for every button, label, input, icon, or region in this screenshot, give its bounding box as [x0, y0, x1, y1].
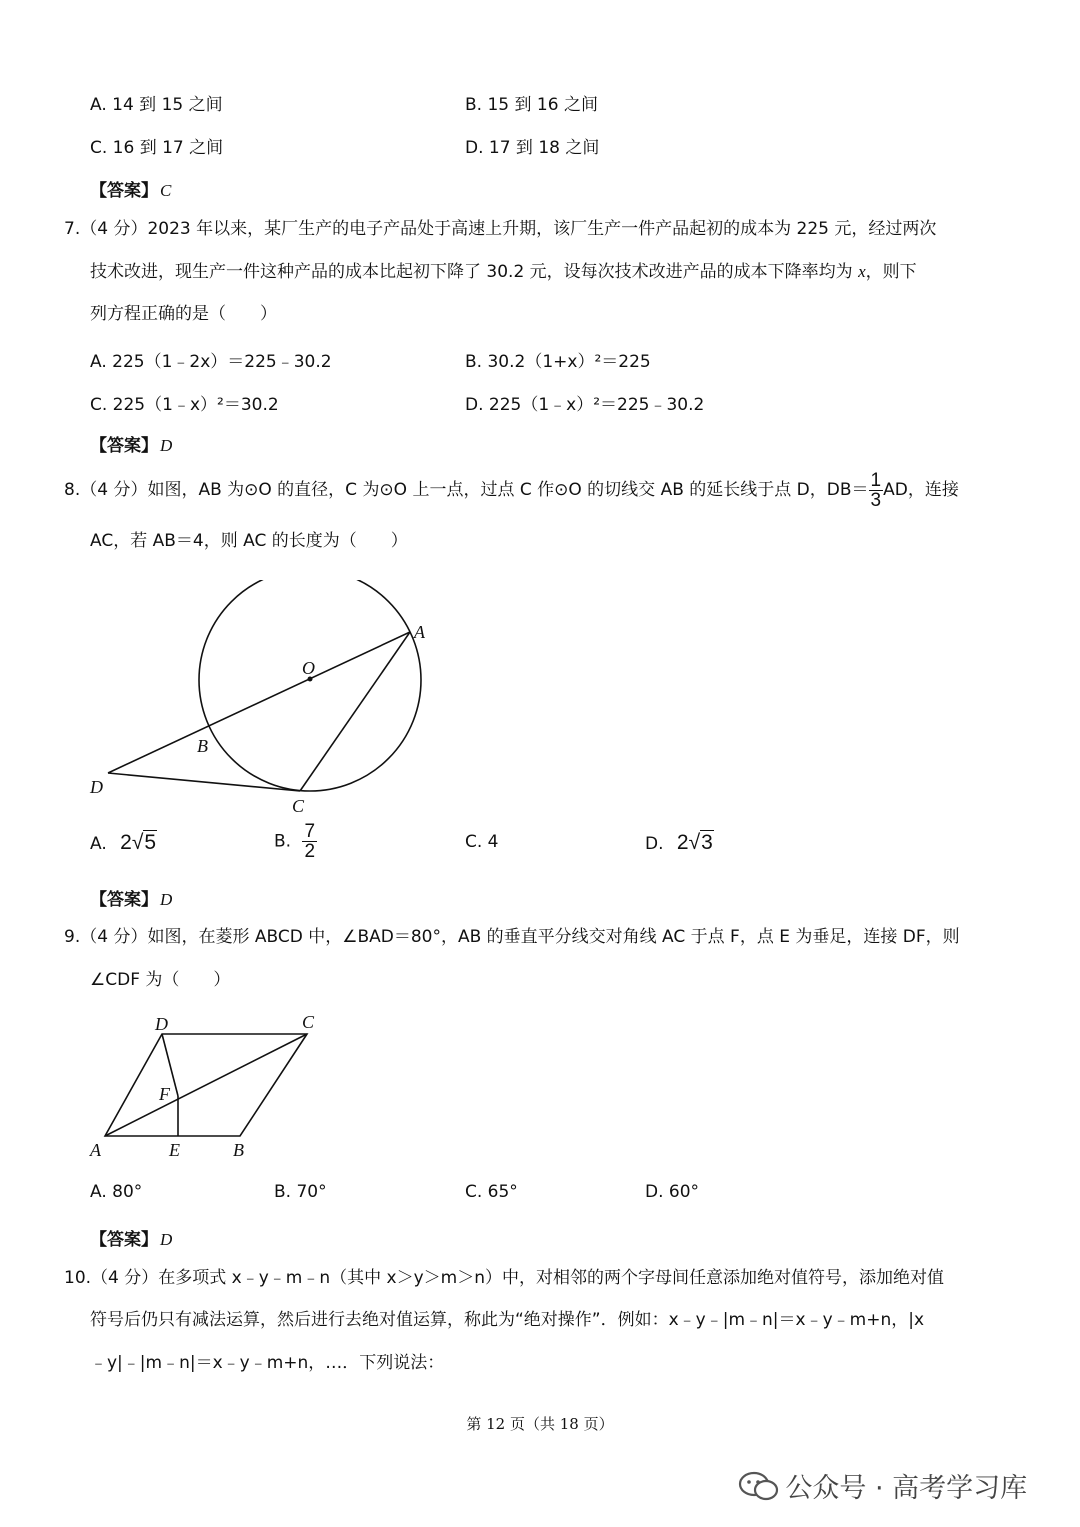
q7-variable: x [858, 262, 866, 281]
q10-line3: ﹣y|﹣|m﹣n|＝x﹣y﹣m+n，…．下列说法： [90, 1353, 445, 1373]
answer-value: D [160, 890, 173, 909]
q7-line3: 列方程正确的是（ ） [90, 304, 277, 324]
q6-option-b: B. 15 到 16 之间 [465, 95, 598, 115]
answer-label: 【答案】 [90, 436, 158, 456]
q7-line2 [90, 252, 917, 292]
label-f: F [159, 1084, 170, 1104]
label-d: D [155, 1014, 168, 1034]
q9-line1: 9.（4 分）如图，在菱形 ABCD 中，∠BAD＝80°，AB 的垂直平分线交对角线 AC 于点 F，点 E 为垂足，连接 DF，则 [64, 927, 960, 947]
answer-value: D [160, 1230, 173, 1249]
q8-line1-post: AD，连接 [883, 480, 959, 500]
q8-circle-figure [80, 580, 460, 820]
q7-line1: 7.（4 分）2023 年以来，某厂生产的电子产品处于高速上升期，该厂生产一件产品起初的成本为 225 元，经过两次 [64, 219, 937, 239]
label-e: E [169, 1140, 180, 1160]
q7-option-c: C. 225（1﹣x）²＝30.2 [90, 395, 279, 415]
q9-option-a: A. 80° [90, 1182, 143, 1202]
q8-answer [90, 885, 172, 910]
line-ca [300, 632, 410, 791]
q7-line2-post: ，则下 [865, 262, 917, 282]
answer-label: 【答案】 [90, 1230, 158, 1250]
line-da [108, 632, 410, 773]
q9-option-d: D. 60° [645, 1182, 700, 1202]
fraction-denominator: 2 [304, 841, 316, 862]
q8-fraction [869, 471, 884, 510]
q7-option-d: D. 225（1﹣x）²＝225﹣30.2 [465, 395, 705, 415]
q7-answer [90, 431, 172, 456]
label-a: A [414, 622, 425, 642]
q8-line1-pre: 8.（4 分）如图，AB 为⊙O 的直径，C 为⊙O 上一点，过点 C 作⊙O 的切线交 AB 的延长线于点 D，DB＝ [64, 480, 869, 500]
label-c: C [292, 796, 305, 816]
label-d: D [90, 777, 103, 797]
q8-option-a [90, 828, 157, 859]
label-b: B [197, 736, 208, 756]
q7-line2-pre: 技术改进，现生产一件这种产品的成本比起初下降了 30.2 元，设每次技术改进产品的成本下降率均为 [90, 262, 859, 282]
fraction-numerator: 1 [870, 469, 882, 491]
q9-option-c: C. 65° [465, 1182, 518, 1202]
watermark [738, 1466, 1027, 1505]
q8-option-c: C. 4 [465, 832, 499, 852]
answer-value: C [160, 181, 172, 200]
label-o: O [302, 658, 315, 678]
radicand: 3 [701, 831, 713, 854]
q9-rhombus-figure [85, 1008, 335, 1163]
option-expression: 2√3 [676, 831, 713, 854]
radicand: 5 [144, 831, 157, 854]
q6-option-c: C. 16 到 17 之间 [90, 138, 224, 158]
option-label: B. [274, 831, 292, 852]
label-a: A [90, 1140, 101, 1160]
q8-line2: AC，若 AB＝4，则 AC 的长度为（ ） [90, 531, 408, 551]
q10-line2: 符号后仍只有减法运算，然后进行去绝对值运算，称此为“绝对操作”．例如：x﹣y﹣|m﹣n|＝x﹣y﹣m+n，|x [90, 1310, 925, 1330]
q10-line1: 10.（4 分）在多项式 x﹣y﹣m﹣n（其中 x＞y＞m＞n）中，对相邻的两个字母间任意添加绝对值符号，添加绝对值 [64, 1268, 944, 1288]
q6-option-a: A. 14 到 15 之间 [90, 95, 223, 115]
option-label: D. [645, 834, 664, 854]
q9-line2: ∠CDF 为（ ） [90, 970, 231, 990]
option-fraction [302, 822, 317, 861]
q9-option-b: B. 70° [274, 1182, 327, 1202]
q8-option-d [645, 828, 714, 859]
q7-option-b: B. 30.2（1+x）²＝225 [465, 352, 651, 372]
answer-label: 【答案】 [90, 181, 158, 201]
circle-o [199, 580, 421, 791]
option-label: A. [90, 834, 107, 854]
q7-option-a: A. 225（1﹣2x）＝225﹣30.2 [90, 352, 332, 372]
fraction-numerator: 7 [304, 821, 316, 842]
label-c: C [302, 1012, 315, 1032]
option-expression: 2√5 [120, 831, 157, 854]
label-b: B [233, 1140, 244, 1160]
answer-label: 【答案】 [90, 890, 158, 910]
answer-value: D [160, 436, 173, 455]
line-dc [108, 773, 300, 791]
wechat-icon [738, 1469, 780, 1503]
coefficient: 2 [120, 831, 132, 854]
page-footer: 第 12 页（共 18 页） [466, 1415, 614, 1433]
q8-option-b [274, 822, 317, 861]
fraction-denominator: 3 [870, 489, 882, 511]
q8-line1 [64, 470, 959, 510]
watermark-text: 公众号 · 高考学习库 [785, 1473, 1028, 1504]
coefficient: 2 [676, 831, 689, 854]
q6-answer [90, 176, 171, 201]
q6-option-d: D. 17 到 18 之间 [465, 138, 600, 158]
diagonal-ac [105, 1034, 307, 1136]
q9-answer [90, 1225, 172, 1250]
